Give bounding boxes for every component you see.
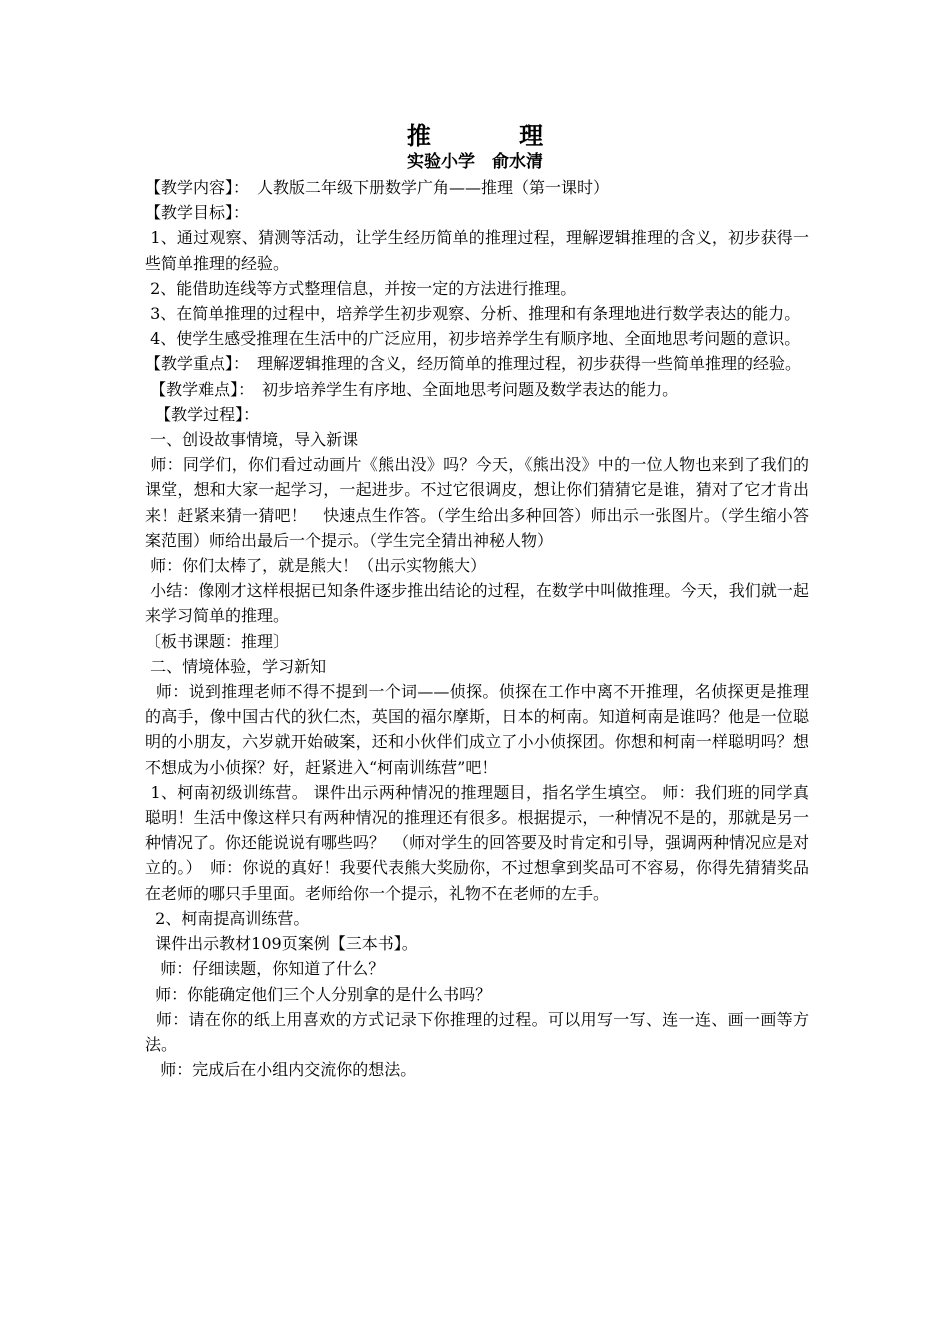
- body-paragraph: 师：你们太棒了，就是熊大！（出示实物熊大）: [145, 556, 487, 576]
- section-heading: 一、创设故事情境，导入新课: [145, 430, 359, 450]
- body-paragraph: 师：请在你的纸上用喜欢的方式记录下你推理的过程。可以用写一写、连一连、画一画等方法。: [145, 1009, 809, 1054]
- body-paragraph: 师：你能确定他们三个人分别拿的是什么书吗？: [145, 984, 492, 1004]
- body-paragraph: 师：完成后在小组内交流你的想法。: [145, 1060, 417, 1080]
- body-paragraph: 师：同学们，你们看过动画片《熊出没》吗？今天，《熊出没》中的一位人物也来到了我们的课堂，想和大家一起学习，一起进步。不过它很调皮，想让你们猜猜它是谁，猜对了它才肯出来！赶紧来猜一猜吧！ 快速点生作答。（学生给出多种回答）师出示一张图片。（学生缩小答案范围）师给出最后一个提示。（学生完全猜出神秘人物）: [145, 455, 809, 550]
- document-title: 推 理: [406, 122, 584, 150]
- subsection-heading: 2、柯南提高训练营。: [145, 908, 310, 928]
- document-body: [145, 175, 809, 1082]
- goal-item: 1、通过观察、猜测等活动，让学生经历简单的推理过程，理解逻辑推理的含义，初步获得一些简单推理的经验。: [145, 228, 809, 273]
- teaching-difficulty: 【教学难点】： 初步培养学生有序地、全面地思考问题及数学表达的能力。: [145, 379, 679, 399]
- goal-item: 2、能借助连线等方式整理信息，并按一定的方法进行推理。: [145, 278, 577, 298]
- teaching-process-heading: 【教学过程】：: [145, 404, 260, 424]
- section-heading: 二、情境体验，学习新知: [145, 656, 327, 676]
- teaching-goals-heading: 【教学目标】：: [145, 203, 250, 223]
- body-paragraph: 师：仔细读题，你知道了什么？: [145, 959, 385, 979]
- body-paragraph: 师：说到推理老师不得不提到一个词——侦探。侦探在工作中离不开推理，名侦探更是推理的高手，像中国古代的狄仁杰，英国的福尔摩斯，日本的柯南。知道柯南是谁吗？他是一位聪明的小朋友，六岁就开始破案，还和小伙伴们成立了小小侦探团。你想和柯南一样聪明吗？想不想成为小侦探？好，赶紧进入“柯南训练营”吧！: [145, 682, 809, 777]
- teaching-content: 【教学内容】： 人教版二年级下册数学广角——推理（第一课时）: [145, 178, 610, 197]
- teaching-focus: 【教学重点】： 理解逻辑推理的含义，经历简单的推理过程，初步获得一些简单推理的经验。: [145, 354, 802, 374]
- body-paragraph: 1、柯南初级训练营。 课件出示两种情况的推理题目，指名学生填空。 师：我们班的同学真聪明！生活中像这样只有两种情况的推理还有很多。根据提示，一种情况不是的，那就是另一种情况了。你还能说说有哪些吗？ （师对学生的回答要及时肯定和引导，强调两种情况应是对立的。） 师：你说的真好！我要代表熊大奖励你，不过想拿到奖品可不容易，你得先猜猜奖品在老师的哪只手里面。老师给你一个提示，礼物不在老师的左手。: [145, 782, 810, 903]
- body-paragraph: 课件出示教材109页案例【三本书】。: [145, 934, 418, 954]
- goal-item: 3、在简单推理的过程中，培养学生初步观察、分析、推理和有条理地进行数学表达的能力。: [145, 304, 801, 324]
- goal-item: 4、使学生感受推理在生活中的广泛应用，初步培养学生有顺序地、全面地思考问题的意识。: [145, 329, 801, 349]
- author-byline: 实验小学 俞水清: [407, 152, 543, 172]
- summary-paragraph: 小结：像刚才这样根据已知条件逐步推出结论的过程，在数学中叫做推理。今天，我们就一起来学习简单的推理。: [145, 581, 809, 626]
- board-topic: 〔板书课题：推理〕: [145, 631, 290, 651]
